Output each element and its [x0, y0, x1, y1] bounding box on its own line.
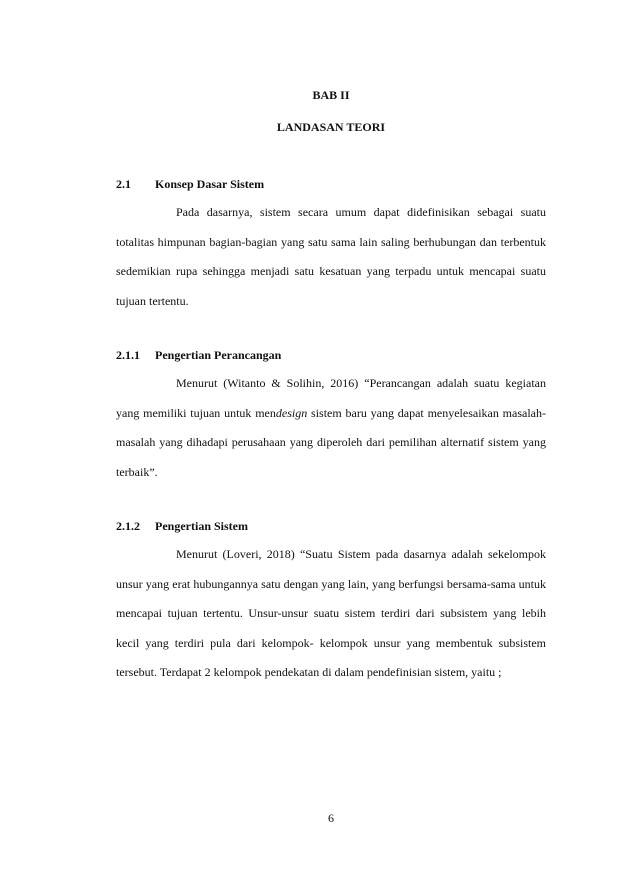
- section-heading-2-1: [116, 177, 264, 192]
- chapter-label: BAB II: [312, 88, 350, 102]
- paragraph-text-italic: design: [275, 405, 308, 420]
- paragraph-text: Menurut (Loveri, 2018) “Suatu Sistem pada dasarnya adalah sekelompok unsur yang erat hubungannya satu dengan yang lain, yang berfungsi bersama-sama untuk mencapai tujuan tertentu. Unsur-unsur suatu sistem terdiri dari subsistem yang lebih kecil yang terdiri pula dari kelompok- kelompok unsur yang membentuk subsistem tersebut. Terdapat 2 kelompok pendekatan di dalam pendefinisian sistem, yaitu ;: [116, 547, 546, 679]
- paragraph-text-after: sistem baru yang dapat menyelesaikan masalah-masalah yang dihadapi perusahaan yang diperoleh dari pemilihan alternatif sistem yang terbaik”.: [116, 405, 546, 479]
- chapter-title: LANDASAN TEORI: [276, 120, 386, 134]
- section-title: Pengertian Sistem: [155, 519, 248, 533]
- section-heading-2-1-1: [116, 348, 281, 363]
- section-paragraph-2-1-1: [116, 369, 546, 487]
- page-number: 6: [328, 811, 334, 825]
- section-paragraph-2-1: [116, 198, 546, 316]
- section-title: Konsep Dasar Sistem: [155, 177, 265, 191]
- section-number: 2.1.1: [116, 348, 140, 362]
- section-heading-2-1-2: [116, 519, 248, 534]
- section-title: Pengertian Perancangan: [155, 348, 282, 362]
- paragraph-text: Pada dasarnya, sistem secara umum dapat didefinisikan sebagai suatu totalitas himpunan bagian-bagian yang satu sama lain saling berhubungan dan terbentuk sedemikian rupa sehingga menjadi satu kesatuan yang terpadu untuk mencapai suatu tujuan tertentu.: [116, 205, 546, 308]
- section-number: 2.1: [116, 177, 131, 191]
- section-number: 2.1.2: [116, 519, 140, 533]
- section-paragraph-2-1-2: [116, 540, 546, 688]
- paragraph-text-before: Menurut (Witanto & Solihin, 2016) “Perancangan adalah suatu kegiatan yang memiliki tujuan untuk men: [116, 376, 546, 420]
